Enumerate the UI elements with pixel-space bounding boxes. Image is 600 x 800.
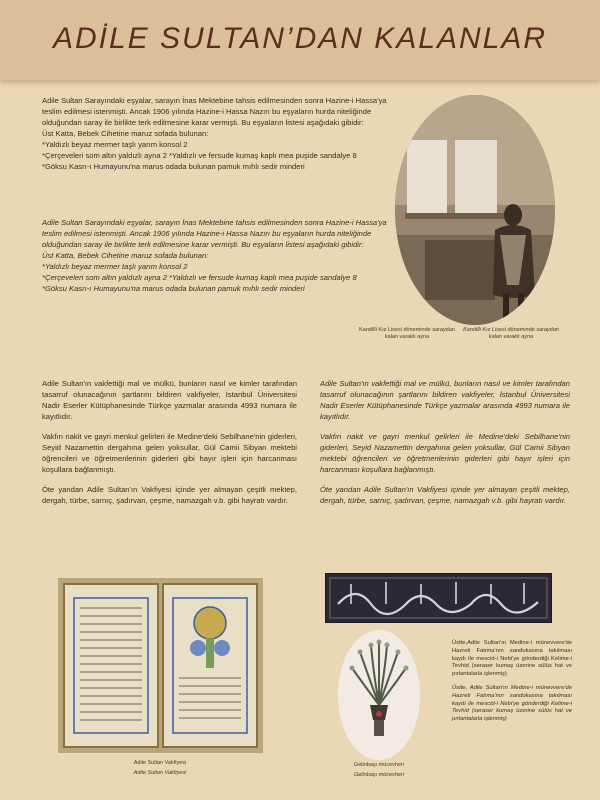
- vakif-text: [42, 378, 297, 515]
- intro-italic-list-item: *Yaldızlı beyaz mermer taşlı yarım konsol 2: [42, 262, 188, 271]
- vakif-italic-paragraph-2: Vakfın nakit ve gayri menkul gelirleri ile Medine'deki Sebilhane'nin giderleri, Seyid Nazamettin dergahına gelen yoksullar, Gül Camii Sibyan mektebi öğrencileri ve öğretmenlerinin giderleri gibi hayır işleri için harcanması koşullara bağlanmıştı.: [320, 432, 570, 474]
- mirror-caption-right: Kandilli Kız Lisesi döneminde saraydan kalan varaklı ayna: [463, 327, 559, 340]
- vakif-paragraph-2: Vakfın nakit ve gayri menkul gelirleri ile Medine'deki Sebilhane'nin giderleri, Seyid Nazamettin dergahına gelen yoksullar, Gül Camii Sibyan mektebi öğrencileri ve öğretmenlerinin giderleri gibi hayır işleri için harcanması koşullara bağlanmıştı.: [42, 432, 297, 474]
- vakif-text-italic: [320, 378, 570, 515]
- intro-paragraph: Adile Sultan Sarayındaki eşyalar, sarayın İnas Mektebine tahsis edilmesinden sonra Hazine-i Hassa'ya teslim edilmesi istenmişti. Ancak 1906 yılında Hazine-i Hassa Nazırı bu eşyaların hurda niteliğinde olduğundan saray ile birlikte terk edilmesine karar vermişti. Bu eşyaların listesi aşağıdaki gibidir:: [42, 96, 387, 127]
- tevhid-description: [452, 640, 572, 730]
- intro-list-item: *Çerçeveleri som altın yaldızlı ayna 2 *Yaldızlı ve fersude kumaş kaplı mea puşide sandalye 8: [42, 151, 357, 160]
- book-caption-italic: Adile Sultan Vakfiyesi: [133, 770, 187, 776]
- intro-italic-list-heading: Üst Katta, Bebek Cihetine maruz sofada bulunan:: [42, 251, 209, 260]
- intro-italic-list-item: *Çerçeveleri som altın yaldızlı ayna 2 *Yaldızlı ve fersude kumaş kaplı mea puşide sandalye 8: [42, 273, 357, 282]
- mirror-caption-left: Kandilli Kız Lisesi döneminde saraydan kalan varaklı ayna: [359, 327, 455, 340]
- intro-text-italic: [42, 217, 387, 294]
- mirror-photo-illustration: [395, 95, 555, 325]
- jewel-illustration: [338, 630, 420, 760]
- vakif-italic-paragraph-3: Öte yandan Adile Sultan'ın Vakfiyesi içinde yer almayan çeşitli mektep, dergah, türbe, sarnıç, şadırvan, çeşme, namazgah v.b. gibi hayratı vardır.: [320, 485, 570, 505]
- intro-list-item: *Yaldızlı beyaz mermer taşlı yarım konsol 2: [42, 140, 188, 149]
- page-title: ADİLE SULTAN’DAN KALANLAR: [52, 22, 548, 55]
- kelime-i-tevhid-panel: [325, 573, 552, 623]
- vakfiye-manuscript: [58, 578, 263, 753]
- intro-list-item: *Göksu Kasrı-ı Humayunu'na marus odada bulunan pamuk mıhlı sedir minderi: [42, 162, 305, 171]
- calligraphy-illustration: [326, 574, 551, 622]
- mirror-photo: [395, 95, 555, 325]
- intro-italic-list-item: *Göksu Kasrı-ı Humayunu'na marus odada bulunan pamuk mıhlı sedir minderi: [42, 284, 305, 293]
- tevhid-description-italic: Üstte, Adile Sultan'ın Medine-i münevvere'de Hazreti Fatıma'nın sandukasına takılması kaydı ile mescid-i Nebi'ye gönderdiği Kelime-i Tevhid (seraser kumaş üzerine sülüs hat ve pırlantalarla işlenmiş): [452, 684, 572, 723]
- jewel-caption: Gelinbaşı mücevheri: [353, 762, 405, 768]
- tevhid-description-regular: Üstte,Adile Sultan'ın Medine-i münevvere'de Hazreti Fatıma'nın sandukasına takılması kaydı ile mescid-i Nebi'ye gönderdiği Kelime-i Tevhid (seraser kumaş üzerine sülüs hat ve pırlantalarla işlenmiş): [452, 640, 572, 678]
- book-caption: Adile Sultan Vakfiyesi: [133, 760, 187, 766]
- intro-list-heading: Üst Katta, Bebek Cihetine maruz sofada bulunan:: [42, 129, 209, 138]
- vakif-paragraph-1: Adile Sultan'ın vakfettiği mal ve mülkü, bunların nasıl ve kimler tarafından tasarruf olunacağının şartlarını bildiren vakfiyeler, İstanbul Üniversitesi Nadir Eserler Kütüphanesinde Türkçe yazmalar arasında 4993 numara ile kayıtlıdır.: [42, 379, 297, 421]
- intro-italic-paragraph: Adile Sultan Sarayındaki eşyalar, sarayın İnas Mektebine tahsis edilmesinden sonra Hazine-i Hassa'ya teslim edilmesi istenmişti. Ancak 1906 yılında Hazine-i Hassa Nazırı bu eşyaların hurda niteliğinde olduğundan saray ile birlikte terk edilmesine karar vermişti. Bu eşyaların listesi aşağıdaki gibidir:: [42, 218, 387, 249]
- vakif-paragraph-3: Öte yandan Adile Sultan'ın Vakfiyesi içinde yer almayan çeşitli mektep, dergah, türbe, sarnıç, şadırvan, çeşme, namazgah v.b. gibi hayratı vardır.: [42, 485, 297, 505]
- gelinbasi-jewel: [338, 630, 420, 760]
- jewel-caption-italic: Gelinbaşı mücevheri: [353, 772, 405, 778]
- manuscript-illustration: [58, 578, 263, 753]
- vakif-italic-paragraph-1: Adile Sultan'ın vakfettiği mal ve mülkü, bunların nasıl ve kimler tarafından tasarruf olunacağının şartlarını bildiren vakfiyeler, İstanbul Üniversitesi Nadir Eserler Kütüphanesinde Türkçe yazmalar arasında 4993 numara ile kayıtlıdır.: [320, 379, 570, 421]
- intro-text: [42, 95, 387, 172]
